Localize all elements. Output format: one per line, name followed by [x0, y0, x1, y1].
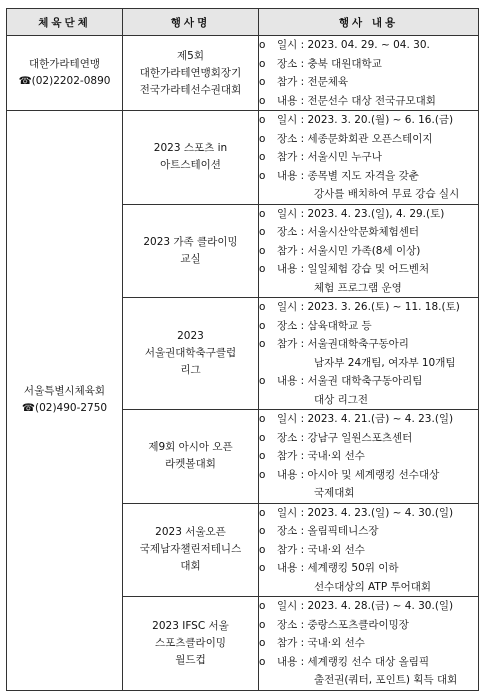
bullet-icon: o: [259, 543, 266, 556]
detail-text: 장소 : 강남구 일원스포츠센터: [277, 431, 413, 444]
detail-text: 참가 : 국내·외 선수: [277, 637, 365, 649]
detail-text: 일시 : 2023. 4. 28.(금) ~ 4. 30.(일): [277, 600, 454, 612]
bullet-icon: o: [259, 319, 266, 332]
detail-text: 장소 : 충북 대원대학교: [277, 57, 382, 70]
detail-text: 내용 : 세계랭킹 50위 이하: [277, 562, 399, 574]
event-details-cell: [259, 298, 479, 410]
event-details-cell: [259, 36, 479, 111]
detail-line: [259, 242, 478, 261]
org-name: 대한가라테연맹: [28, 58, 100, 70]
detail-continuation: 대상 리그전: [314, 393, 369, 406]
detail-text: 장소 : 세종문화회관 오픈스테이지: [277, 132, 433, 145]
event-name-line: 2023 스포츠 in: [153, 142, 228, 155]
bullet-icon: o: [259, 169, 266, 182]
bullet-icon: o: [259, 114, 266, 126]
detail-line: [259, 298, 478, 317]
detail-line: [259, 73, 478, 92]
event-details-cell: [259, 503, 479, 597]
event-name-line: 2023 서울오픈: [155, 526, 226, 539]
bullet-icon: o: [259, 655, 266, 668]
events-table: [6, 8, 479, 691]
detail-text: 참가 : 국내·외 선수: [277, 543, 365, 556]
detail-text: 일시 : 2023. 3. 26.(토) ~ 11. 18.(토): [277, 301, 460, 313]
event-name-cell: [123, 503, 259, 597]
bullet-icon: o: [259, 431, 266, 444]
header-row: [7, 9, 479, 36]
event-details-cell: [259, 111, 479, 205]
detail-line: [259, 130, 478, 149]
event-name-line: 스포츠클라이밍: [154, 636, 226, 649]
detail-text: 참가 : 서울시민 가족(8세 이상): [277, 244, 421, 257]
detail-continuation: 체험 프로그램 운영: [314, 281, 402, 294]
bullet-icon: o: [259, 301, 266, 313]
detail-line: [259, 634, 478, 653]
event-name-line: 교실: [180, 252, 201, 265]
event-name-line: 제5회: [177, 49, 204, 62]
detail-text: 참가 : 서울시민 누구나: [277, 151, 382, 163]
bullet-icon: o: [259, 450, 266, 462]
detail-text: 내용 : 서울권 대학축구동아리팀: [277, 375, 423, 387]
detail-text: 일시 : 2023. 4. 21.(금) ~ 4. 23.(일): [277, 413, 454, 425]
detail-line: [259, 55, 478, 74]
detail-continuation: 남자부 24개팀, 여자부 10개팀: [314, 356, 456, 369]
detail-line: [259, 92, 478, 111]
detail-line: [259, 447, 478, 466]
detail-line: [259, 260, 478, 279]
org-phone: ☎(02)2202-0890: [18, 75, 111, 87]
table-row: [7, 111, 479, 205]
detail-text: 일시 : 2023. 4. 23.(일), 4. 29.(토): [277, 207, 445, 220]
bullet-icon: o: [259, 226, 266, 238]
org-name: 서울특별시체육회: [23, 385, 106, 398]
event-name-line: 대회: [180, 560, 201, 573]
detail-text: 일시 : 2023. 4. 23.(일) ~ 4. 30.(일): [277, 506, 454, 519]
header-org: 체육단체: [7, 9, 123, 36]
event-name-cell: [123, 111, 259, 205]
detail-text: 장소 : 삼육대학교 등: [277, 319, 372, 332]
bullet-icon: o: [259, 338, 266, 350]
event-name-line: 대한가라테연맹회장기: [139, 66, 242, 79]
event-name-line: 2023 IFSC 서울: [152, 619, 229, 632]
bullet-icon: o: [259, 207, 266, 220]
bullet-icon: o: [259, 151, 266, 163]
detail-continuation: 선수대상의 ATP 투어대회: [314, 580, 432, 593]
detail-text: 장소 : 중랑스포츠클라이밍장: [277, 618, 409, 631]
bullet-icon: o: [259, 600, 266, 612]
bullet-icon: o: [259, 506, 266, 519]
bullet-icon: o: [259, 562, 266, 574]
bullet-icon: o: [259, 637, 266, 649]
detail-text: 내용 : 전문선수 대상 전국규모대회: [277, 94, 436, 107]
event-details-cell: [259, 410, 479, 504]
event-name-cell: [123, 410, 259, 504]
detail-line: [259, 148, 478, 167]
event-name-line: 월드컵: [175, 653, 206, 666]
detail-line: [259, 317, 478, 336]
detail-text: 내용 : 아시아 및 세계랭킹 선수대상: [277, 468, 440, 481]
table-body: [7, 36, 479, 691]
detail-text: 참가 : 서울권대학축구동아리: [277, 338, 409, 350]
detail-line: [259, 111, 478, 130]
event-name-line: 아트스테이션: [160, 159, 221, 172]
event-details-cell: [259, 597, 479, 691]
org-cell: [7, 111, 123, 691]
detail-continuation: 출전권(쿼터, 포인트) 획득 대회: [314, 674, 458, 686]
detail-text: 내용 : 종목별 지도 자격을 갖춘: [277, 169, 419, 182]
org-cell: [7, 36, 123, 111]
event-name-cell: [123, 298, 259, 410]
detail-line: [259, 522, 478, 541]
detail-text: 참가 : 전문체육: [277, 76, 349, 88]
event-name-line: 국제남자챌린저테니스: [139, 543, 242, 556]
event-name-cell: [123, 204, 259, 298]
event-name-line: 라켓볼대회: [165, 458, 216, 471]
detail-text: 장소 : 올림픽테니스장: [277, 525, 379, 537]
detail-continuation: 강사를 배치하여 무료 강습 실시: [314, 188, 460, 200]
detail-line: [259, 466, 478, 485]
event-name-line: 서울권대학축구클럽: [144, 347, 237, 359]
detail-line: [259, 559, 478, 578]
bullet-icon: o: [259, 57, 266, 70]
detail-text: 내용 : 일일체험 강습 및 어드벤처: [277, 263, 430, 275]
detail-line: [259, 410, 478, 429]
bullet-icon: o: [259, 618, 266, 631]
detail-line: [259, 223, 478, 242]
event-name-line: 리그: [180, 364, 201, 376]
event-details-cell: [259, 204, 479, 298]
detail-line: [259, 653, 478, 672]
detail-line: [259, 541, 478, 560]
detail-line: [259, 205, 478, 224]
bullet-icon: o: [259, 525, 266, 537]
detail-text: 일시 : 2023. 04. 29. ~ 04. 30.: [277, 39, 430, 51]
bullet-icon: o: [259, 263, 266, 275]
event-name-cell: [123, 36, 259, 111]
table-row: [7, 36, 479, 111]
detail-line: [259, 504, 478, 523]
event-name-line: 제9회 아시아 오픈: [148, 441, 233, 454]
detail-line: [259, 335, 478, 354]
bullet-icon: o: [259, 94, 266, 107]
detail-text: 일시 : 2023. 3. 20.(월) ~ 6. 16.(금): [277, 114, 454, 126]
detail-text: 참가 : 국내·외 선수: [277, 450, 365, 462]
detail-line: [259, 36, 478, 55]
org-phone: ☎(02)490-2750: [21, 402, 108, 415]
event-name-line: 전국가라테선수권대회: [139, 83, 242, 96]
detail-line: [259, 429, 478, 448]
bullet-icon: o: [259, 468, 266, 481]
detail-text: 내용 : 세계랭킹 선수 대상 올림픽: [277, 655, 430, 668]
bullet-icon: o: [259, 413, 266, 425]
event-name-cell: [123, 597, 259, 691]
bullet-icon: o: [259, 244, 266, 257]
detail-line: [259, 167, 478, 186]
event-name-line: 2023 가족 클라이밍: [143, 235, 238, 248]
detail-line: [259, 616, 478, 635]
bullet-icon: o: [259, 76, 266, 88]
bullet-icon: o: [259, 132, 266, 145]
header-content: 행사 내용: [259, 9, 479, 36]
bullet-icon: o: [259, 39, 266, 51]
detail-continuation: 국제대회: [314, 487, 355, 499]
detail-line: [259, 372, 478, 391]
detail-line: [259, 597, 478, 616]
bullet-icon: o: [259, 375, 266, 387]
header-event: 행사명: [123, 9, 259, 36]
detail-text: 장소 : 서울시산악문화체험센터: [277, 226, 420, 238]
event-name-line: 2023: [177, 330, 204, 342]
